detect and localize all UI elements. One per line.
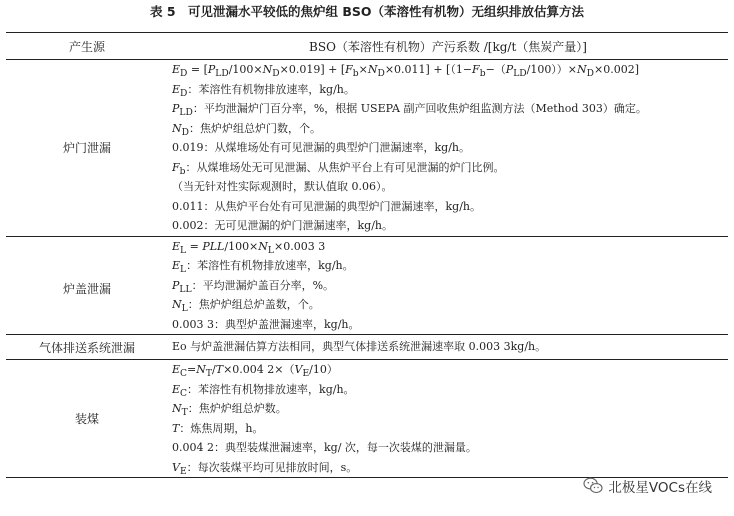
source-cell: 炉门泄漏	[6, 60, 168, 237]
header-source: 产生源	[6, 33, 168, 60]
definition-line: Eo 与炉盖泄漏估算方法相同，典型气体排送系统泄漏速率取 0.003 3kg/h。	[172, 340, 547, 353]
definition-line: 0.003 3：典型炉盖泄漏速率，kg/h。	[172, 317, 360, 331]
definition-line: 0.011：从焦炉平台处有可见泄漏的典型炉门泄漏速率，kg/h。	[172, 199, 481, 213]
definition-line: $N_L$：焦炉炉组总炉盖数，个。	[172, 298, 320, 315]
source-cell: 气体排送系统泄漏	[6, 335, 168, 360]
table-row	[6, 335, 728, 360]
definition-line: 0.019：从煤堆场处有可见泄漏的典型炉门泄漏速率，kg/h。	[172, 141, 470, 154]
description-cell	[168, 60, 728, 237]
formula-line: $E_D = [P_{LD}/100\times N_D\times 0.019] + [F_b\times N_D\times 0.011] + [(1-F_b-(P_{LD}/100))\times N_D\times 0.002]$	[172, 63, 639, 80]
definition-line: T：炼焦周期，h。	[172, 421, 264, 435]
definition-line: $E_C$：苯溶性有机物排放速率，kg/h。	[172, 382, 355, 399]
definition-line: 0.004 2：典型装煤泄漏速率，kg/ 次，每一次装煤的泄漏量。	[172, 441, 477, 454]
description-cell	[168, 360, 728, 478]
source-cell: 装煤	[6, 360, 168, 478]
wechat-icon	[583, 477, 603, 495]
definition-line: $N_D$：焦炉炉组总炉门数，个。	[172, 121, 321, 138]
description-cell	[168, 335, 728, 360]
watermark-text: 北极星VOCs在线	[608, 480, 712, 496]
table-row	[6, 60, 728, 237]
description-cell	[168, 236, 728, 335]
definition-line: $V_E$：每次装煤平均可见排放时间，s。	[172, 460, 358, 477]
definition-line: $F_b$：从煤堆场处无可见泄漏、从焦炉平台上有可见泄漏的炉门比例。	[172, 160, 505, 177]
definition-line: $P_{LL}$：平均泄漏炉盖百分率，%。	[172, 278, 335, 295]
definition-line: 0.002：无可见泄漏的炉门泄漏速率，kg/h。	[172, 219, 393, 232]
table-caption: 表 5 可见泄漏水平较低的焦炉组 BSO（苯溶性有机物）无组织排放估算方法	[149, 4, 585, 19]
definition-line: $P_{LD}$：平均泄漏炉门百分率，%，根据 USEPA 副产回收焦炉组监测方法（Method 303）确定。	[172, 102, 647, 119]
definition-line: $N_T$：焦炉炉组总炉数。	[172, 402, 287, 419]
table-header-row	[6, 33, 728, 60]
definition-line: $E_L$：苯溶性有机物排放速率，kg/h。	[172, 259, 354, 276]
formula-line: $E_C=N_T/T\times 0.004$ $2\times(V_E/10)$	[172, 363, 338, 380]
bso-estimation-table	[6, 32, 728, 478]
watermark	[583, 474, 712, 498]
table-row	[6, 360, 728, 478]
header-coefficient: BSO（苯溶性有机物）产污系数 /[kg/t（焦炭产量）]	[168, 33, 728, 60]
source-cell: 炉盖泄漏	[6, 236, 168, 335]
definition-line: $E_D$：苯溶性有机物排放速率，kg/h。	[172, 82, 355, 99]
definition-line: （当无针对性实际观测时，默认值取 0.06）。	[172, 180, 393, 193]
table-row	[6, 236, 728, 335]
formula-line: $E_L = PLL/100\times N_L\times 0.003$ 3	[172, 239, 326, 256]
